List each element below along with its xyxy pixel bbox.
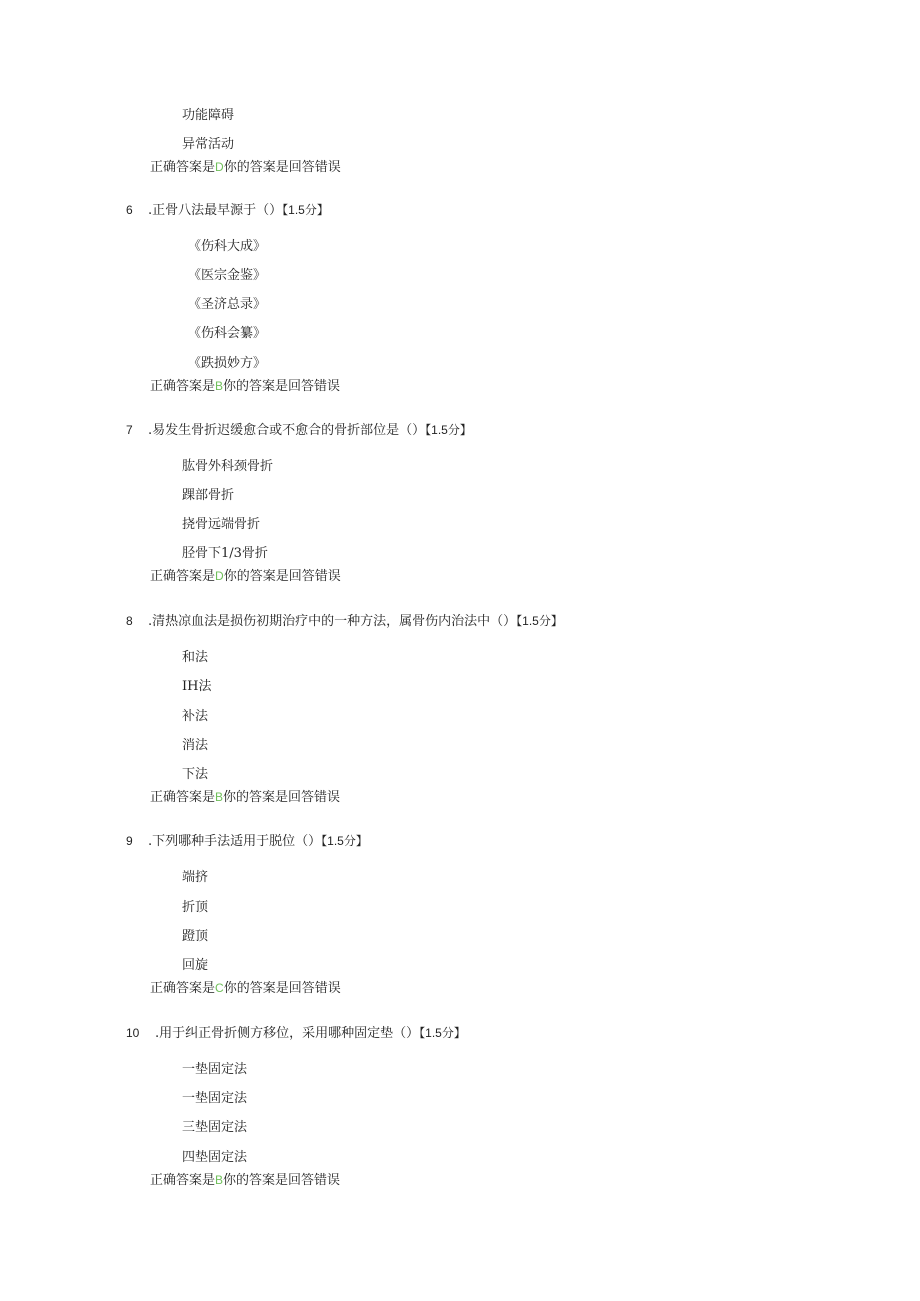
question-text — [148, 422, 472, 439]
question-number: 9 — [126, 834, 133, 848]
question-stem: .正骨八法最早源于（） — [148, 203, 283, 218]
question-number: 8 — [126, 614, 133, 628]
option-item: 蹬顶 — [182, 929, 209, 944]
question-number: 7 — [126, 423, 133, 437]
option-item: 消法 — [182, 738, 209, 753]
answer-line — [150, 980, 341, 997]
answer-prefix: 正确答案是 — [150, 379, 216, 394]
question-points: 【1.5分】 — [425, 423, 472, 437]
answer-result: 你的答案是回答错误 — [223, 379, 341, 394]
answer-line — [150, 568, 341, 585]
question-number: 10 — [126, 1026, 140, 1040]
question-stem: .用于纠正骨折侧方移位，采用哪种固定垫（） — [155, 1026, 420, 1041]
answer-result: 你的答案是回答错误 — [223, 790, 341, 805]
question-points: 【1.5分】 — [516, 614, 563, 628]
option-item: 补法 — [182, 709, 209, 724]
option-item: 《跌损妙方》 — [188, 356, 267, 371]
question-text — [148, 613, 563, 630]
answer-line — [150, 378, 340, 395]
question-points: 【1.5分】 — [321, 834, 368, 848]
question-text — [148, 202, 329, 219]
option-item: 踝部骨折 — [182, 488, 235, 503]
option-item: 折顶 — [182, 900, 209, 915]
correct-answer-letter: D — [215, 160, 224, 174]
correct-answer-letter: B — [215, 790, 224, 804]
option-item: 功能障碍 — [182, 108, 235, 123]
answer-prefix: 正确答案是 — [150, 1173, 216, 1188]
answer-result: 你的答案是回答错误 — [223, 1173, 341, 1188]
question-points: 【1.5分】 — [419, 1026, 466, 1040]
option-item: 三垫固定法 — [182, 1120, 248, 1135]
option-item: 一垫固定法 — [182, 1091, 248, 1106]
option-item: 胫骨下1/3骨折 — [182, 546, 268, 561]
answer-prefix: 正确答案是 — [150, 160, 216, 175]
correct-answer-letter: B — [215, 379, 224, 393]
answer-result: 你的答案是回答错误 — [223, 981, 341, 996]
option-item: 挠骨远端骨折 — [182, 517, 261, 532]
correct-answer-letter: D — [215, 569, 224, 583]
option-item: 《伤科大成》 — [188, 239, 267, 254]
option-item: IH法 — [182, 679, 212, 694]
option-item: 端挤 — [182, 870, 209, 885]
correct-answer-letter: B — [215, 1173, 224, 1187]
answer-line — [150, 159, 341, 176]
option-item: 异常活动 — [182, 137, 235, 152]
answer-line — [150, 789, 340, 806]
option-item: 肱骨外科颈骨折 — [182, 459, 274, 474]
question-number: 6 — [126, 203, 133, 217]
option-item: 四垫固定法 — [182, 1150, 248, 1165]
answer-prefix: 正确答案是 — [150, 981, 216, 996]
answer-line — [150, 1172, 340, 1189]
answer-result: 你的答案是回答错误 — [223, 160, 341, 175]
answer-prefix: 正确答案是 — [150, 569, 216, 584]
question-stem: .易发生骨折迟缓愈合或不愈合的骨折部位是（） — [148, 423, 426, 438]
correct-answer-letter: C — [215, 981, 224, 995]
question-text — [155, 1025, 466, 1042]
question-text — [148, 833, 368, 850]
option-item: 《伤科会纂》 — [188, 326, 267, 341]
question-stem: .下列哪种手法适用于脱位（） — [148, 834, 322, 849]
question-stem: .清热凉血法是损伤初期治疗中的一种方法，属骨伤内治法中（） — [148, 614, 517, 629]
option-item: 和法 — [182, 650, 209, 665]
question-points: 【1.5分】 — [282, 203, 329, 217]
option-item: 回旋 — [182, 958, 209, 973]
option-item: 《圣济总录》 — [188, 297, 267, 312]
option-item: 《医宗金鉴》 — [188, 268, 267, 283]
answer-prefix: 正确答案是 — [150, 790, 216, 805]
answer-result: 你的答案是回答错误 — [223, 569, 341, 584]
option-item: 一垫固定法 — [182, 1062, 248, 1077]
option-item: 下法 — [182, 767, 209, 782]
